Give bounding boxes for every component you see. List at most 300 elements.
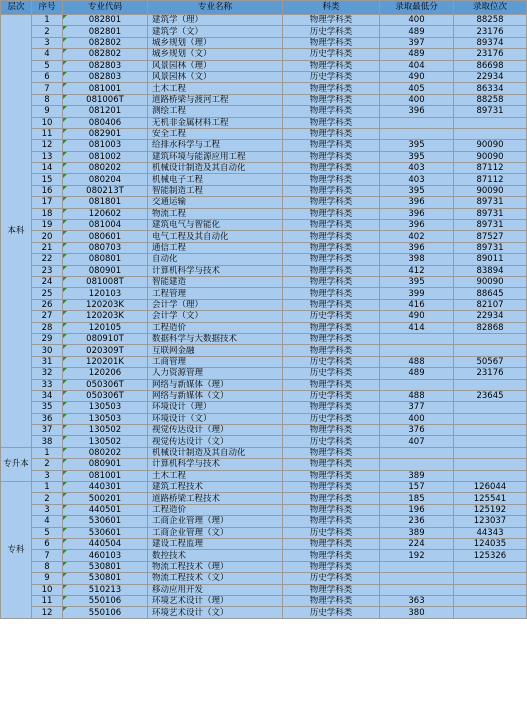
cell-index[interactable]: 2 <box>32 493 63 504</box>
cell-major-code[interactable]: 120105 <box>63 322 148 333</box>
cell-min-rank[interactable]: 88645 <box>454 288 527 299</box>
cell-min-rank[interactable] <box>454 128 527 139</box>
cell-subject-type[interactable]: 物理学科类 <box>283 425 380 436</box>
cell-subject-type[interactable]: 历史学科类 <box>283 26 380 37</box>
cell-subject-type[interactable]: 物理学科类 <box>283 402 380 413</box>
cell-index[interactable]: 18 <box>32 208 63 219</box>
cell-major-name[interactable]: 工程管理 <box>148 288 283 299</box>
cell-min-score[interactable]: 416 <box>380 299 454 310</box>
cell-major-code[interactable]: 130503 <box>63 413 148 424</box>
cell-major-code[interactable]: 081001 <box>63 470 148 481</box>
cell-index[interactable]: 37 <box>32 425 63 436</box>
cell-min-score[interactable]: 157 <box>380 482 454 493</box>
header-min-rank[interactable]: 录取位次 <box>454 1 527 15</box>
cell-min-rank[interactable] <box>454 470 527 481</box>
cell-min-score[interactable]: 400 <box>380 413 454 424</box>
header-major-name[interactable]: 专业名称 <box>148 1 283 15</box>
cell-subject-type[interactable]: 物理学科类 <box>283 322 380 333</box>
cell-major-code[interactable]: 440504 <box>63 538 148 549</box>
header-subject-type[interactable]: 科类 <box>283 1 380 15</box>
cell-major-code[interactable]: 080901 <box>63 459 148 470</box>
cell-major-code[interactable]: 530801 <box>63 573 148 584</box>
cell-major-name[interactable]: 城乡规划（理） <box>148 37 283 48</box>
cell-major-code[interactable]: 020309T <box>63 345 148 356</box>
cell-major-code[interactable]: 082802 <box>63 37 148 48</box>
cell-min-rank[interactable]: 50567 <box>454 356 527 367</box>
cell-index[interactable]: 10 <box>32 584 63 595</box>
cell-subject-type[interactable]: 物理学科类 <box>283 174 380 185</box>
cell-level[interactable]: 本科 <box>1 15 32 448</box>
cell-index[interactable]: 8 <box>32 94 63 105</box>
cell-major-name[interactable]: 工商管理 <box>148 356 283 367</box>
cell-index[interactable]: 14 <box>32 163 63 174</box>
cell-major-name[interactable]: 环境设计（理） <box>148 402 283 413</box>
cell-min-rank[interactable]: 125326 <box>454 550 527 561</box>
cell-min-score[interactable] <box>380 333 454 344</box>
cell-min-score[interactable]: 376 <box>380 425 454 436</box>
cell-major-name[interactable]: 机械电子工程 <box>148 174 283 185</box>
cell-index[interactable]: 2 <box>32 459 63 470</box>
cell-major-name[interactable]: 工商企业管理（文） <box>148 527 283 538</box>
cell-major-code[interactable]: 530601 <box>63 516 148 527</box>
cell-level[interactable]: 专升本 <box>1 447 32 481</box>
cell-index[interactable]: 7 <box>32 550 63 561</box>
cell-min-rank[interactable]: 23176 <box>454 368 527 379</box>
cell-min-rank[interactable]: 90090 <box>454 151 527 162</box>
cell-major-name[interactable]: 土木工程 <box>148 83 283 94</box>
cell-subject-type[interactable]: 物理学科类 <box>283 470 380 481</box>
cell-major-code[interactable]: 081008T <box>63 276 148 287</box>
cell-min-rank[interactable] <box>454 413 527 424</box>
cell-subject-type[interactable]: 历史学科类 <box>283 311 380 322</box>
cell-index[interactable]: 38 <box>32 436 63 447</box>
cell-min-rank[interactable]: 82107 <box>454 299 527 310</box>
cell-min-rank[interactable]: 89731 <box>454 220 527 231</box>
cell-major-name[interactable]: 数控技术 <box>148 550 283 561</box>
cell-min-rank[interactable]: 23645 <box>454 390 527 401</box>
cell-subject-type[interactable]: 历史学科类 <box>283 573 380 584</box>
cell-index[interactable]: 1 <box>32 15 63 26</box>
cell-index[interactable]: 12 <box>32 607 63 618</box>
cell-major-name[interactable]: 机械设计制造及其自动化 <box>148 163 283 174</box>
cell-major-name[interactable]: 计算机科学与技术 <box>148 265 283 276</box>
cell-min-score[interactable]: 377 <box>380 402 454 413</box>
cell-major-name[interactable]: 城乡规划（文） <box>148 49 283 60</box>
cell-min-rank[interactable]: 89374 <box>454 37 527 48</box>
cell-subject-type[interactable]: 物理学科类 <box>283 15 380 26</box>
cell-min-rank[interactable] <box>454 402 527 413</box>
cell-subject-type[interactable]: 物理学科类 <box>283 163 380 174</box>
cell-subject-type[interactable]: 历史学科类 <box>283 368 380 379</box>
header-major-code[interactable]: 专业代码 <box>63 1 148 15</box>
cell-min-score[interactable]: 403 <box>380 174 454 185</box>
cell-subject-type[interactable]: 物理学科类 <box>283 482 380 493</box>
cell-subject-type[interactable]: 物理学科类 <box>283 345 380 356</box>
cell-subject-type[interactable]: 物理学科类 <box>283 447 380 458</box>
cell-index[interactable]: 3 <box>32 504 63 515</box>
cell-min-rank[interactable] <box>454 345 527 356</box>
cell-major-name[interactable]: 会计学（理） <box>148 299 283 310</box>
cell-major-name[interactable]: 互联网金融 <box>148 345 283 356</box>
cell-major-code[interactable]: 120103 <box>63 288 148 299</box>
cell-index[interactable]: 9 <box>32 106 63 117</box>
cell-major-code[interactable]: 081006T <box>63 94 148 105</box>
cell-index[interactable]: 4 <box>32 516 63 527</box>
cell-subject-type[interactable]: 物理学科类 <box>283 254 380 265</box>
cell-major-name[interactable]: 道路桥梁工程技术 <box>148 493 283 504</box>
cell-index[interactable]: 7 <box>32 83 63 94</box>
cell-index[interactable]: 26 <box>32 299 63 310</box>
cell-index[interactable]: 32 <box>32 368 63 379</box>
cell-subject-type[interactable]: 历史学科类 <box>283 436 380 447</box>
cell-major-code[interactable]: 050306T <box>63 390 148 401</box>
cell-major-name[interactable]: 建设工程监理 <box>148 538 283 549</box>
cell-min-score[interactable] <box>380 379 454 390</box>
cell-min-score[interactable]: 396 <box>380 106 454 117</box>
cell-major-code[interactable]: 120201K <box>63 356 148 367</box>
cell-major-name[interactable]: 自动化 <box>148 254 283 265</box>
cell-index[interactable]: 20 <box>32 231 63 242</box>
cell-min-score[interactable]: 403 <box>380 163 454 174</box>
cell-index[interactable]: 4 <box>32 49 63 60</box>
cell-index[interactable]: 36 <box>32 413 63 424</box>
cell-index[interactable]: 1 <box>32 447 63 458</box>
cell-major-code[interactable]: 130503 <box>63 402 148 413</box>
cell-subject-type[interactable]: 历史学科类 <box>283 49 380 60</box>
cell-min-rank[interactable] <box>454 561 527 572</box>
cell-min-rank[interactable] <box>454 379 527 390</box>
cell-min-rank[interactable]: 124035 <box>454 538 527 549</box>
cell-subject-type[interactable]: 物理学科类 <box>283 185 380 196</box>
cell-subject-type[interactable]: 物理学科类 <box>283 140 380 151</box>
cell-subject-type[interactable]: 物理学科类 <box>283 504 380 515</box>
cell-min-score[interactable]: 396 <box>380 242 454 253</box>
cell-min-score[interactable] <box>380 573 454 584</box>
cell-min-score[interactable]: 236 <box>380 516 454 527</box>
cell-index[interactable]: 34 <box>32 390 63 401</box>
cell-min-rank[interactable]: 123037 <box>454 516 527 527</box>
cell-min-score[interactable]: 412 <box>380 265 454 276</box>
cell-min-rank[interactable]: 87112 <box>454 174 527 185</box>
cell-min-rank[interactable] <box>454 607 527 618</box>
cell-min-rank[interactable]: 89731 <box>454 197 527 208</box>
cell-min-rank[interactable] <box>454 436 527 447</box>
cell-major-name[interactable]: 机械设计制造及其自动化 <box>148 447 283 458</box>
cell-min-rank[interactable]: 23176 <box>454 49 527 60</box>
cell-major-name[interactable]: 网络与新媒体（理） <box>148 379 283 390</box>
cell-min-rank[interactable]: 83894 <box>454 265 527 276</box>
cell-major-name[interactable]: 给排水科学与工程 <box>148 140 283 151</box>
cell-index[interactable]: 21 <box>32 242 63 253</box>
cell-subject-type[interactable]: 物理学科类 <box>283 208 380 219</box>
cell-min-rank[interactable]: 86698 <box>454 60 527 71</box>
cell-subject-type[interactable]: 物理学科类 <box>283 538 380 549</box>
cell-level[interactable]: 专科 <box>1 482 32 619</box>
cell-index[interactable]: 3 <box>32 37 63 48</box>
cell-min-score[interactable]: 414 <box>380 322 454 333</box>
cell-major-name[interactable]: 环境艺术设计（文） <box>148 607 283 618</box>
cell-min-rank[interactable]: 90090 <box>454 185 527 196</box>
cell-major-name[interactable]: 建筑学（理） <box>148 15 283 26</box>
cell-major-name[interactable]: 工程造价 <box>148 322 283 333</box>
cell-min-score[interactable]: 396 <box>380 208 454 219</box>
cell-major-code[interactable]: 550106 <box>63 595 148 606</box>
cell-major-code[interactable]: 080910T <box>63 333 148 344</box>
cell-min-rank[interactable]: 88258 <box>454 94 527 105</box>
cell-index[interactable]: 9 <box>32 573 63 584</box>
cell-subject-type[interactable]: 物理学科类 <box>283 276 380 287</box>
cell-subject-type[interactable]: 历史学科类 <box>283 356 380 367</box>
cell-min-score[interactable]: 395 <box>380 140 454 151</box>
cell-index[interactable]: 11 <box>32 128 63 139</box>
cell-index[interactable]: 12 <box>32 140 63 151</box>
cell-index[interactable]: 22 <box>32 254 63 265</box>
cell-subject-type[interactable]: 物理学科类 <box>283 106 380 117</box>
cell-major-name[interactable]: 建筑电气与智能化 <box>148 220 283 231</box>
cell-min-rank[interactable]: 44343 <box>454 527 527 538</box>
cell-subject-type[interactable]: 物理学科类 <box>283 220 380 231</box>
cell-major-code[interactable]: 500201 <box>63 493 148 504</box>
cell-major-name[interactable]: 电气工程及其自动化 <box>148 231 283 242</box>
cell-major-code[interactable]: 082803 <box>63 60 148 71</box>
cell-min-score[interactable]: 224 <box>380 538 454 549</box>
cell-min-rank[interactable] <box>454 333 527 344</box>
cell-major-code[interactable]: 082802 <box>63 49 148 60</box>
cell-major-name[interactable]: 移动应用开发 <box>148 584 283 595</box>
cell-major-code[interactable]: 081004 <box>63 220 148 231</box>
cell-major-name[interactable]: 风景园林（理） <box>148 60 283 71</box>
cell-major-code[interactable]: 460103 <box>63 550 148 561</box>
cell-min-rank[interactable] <box>454 117 527 128</box>
cell-subject-type[interactable]: 物理学科类 <box>283 595 380 606</box>
cell-subject-type[interactable]: 物理学科类 <box>283 242 380 253</box>
cell-major-name[interactable]: 视觉传达设计（文） <box>148 436 283 447</box>
cell-major-name[interactable]: 环境艺术设计（理） <box>148 595 283 606</box>
cell-subject-type[interactable]: 物理学科类 <box>283 197 380 208</box>
cell-subject-type[interactable]: 历史学科类 <box>283 390 380 401</box>
cell-major-name[interactable]: 工程造价 <box>148 504 283 515</box>
cell-min-score[interactable] <box>380 459 454 470</box>
cell-min-score[interactable]: 185 <box>380 493 454 504</box>
cell-major-code[interactable]: 080213T <box>63 185 148 196</box>
cell-subject-type[interactable]: 物理学科类 <box>283 231 380 242</box>
cell-min-rank[interactable]: 89731 <box>454 242 527 253</box>
cell-min-rank[interactable]: 90090 <box>454 140 527 151</box>
cell-major-code[interactable]: 080703 <box>63 242 148 253</box>
cell-index[interactable]: 19 <box>32 220 63 231</box>
cell-index[interactable]: 8 <box>32 561 63 572</box>
cell-min-score[interactable]: 398 <box>380 254 454 265</box>
header-min-score[interactable]: 录取最低分 <box>380 1 454 15</box>
cell-major-code[interactable]: 082801 <box>63 26 148 37</box>
cell-major-code[interactable]: 080202 <box>63 163 148 174</box>
cell-subject-type[interactable]: 物理学科类 <box>283 516 380 527</box>
cell-min-score[interactable]: 196 <box>380 504 454 515</box>
cell-min-score[interactable]: 405 <box>380 83 454 94</box>
cell-subject-type[interactable]: 物理学科类 <box>283 151 380 162</box>
cell-major-name[interactable]: 计算机科学与技术 <box>148 459 283 470</box>
cell-min-score[interactable]: 490 <box>380 71 454 82</box>
cell-min-score[interactable]: 488 <box>380 356 454 367</box>
cell-min-score[interactable]: 407 <box>380 436 454 447</box>
cell-major-code[interactable]: 080406 <box>63 117 148 128</box>
cell-index[interactable]: 31 <box>32 356 63 367</box>
cell-major-name[interactable]: 会计学（文） <box>148 311 283 322</box>
cell-major-code[interactable]: 080601 <box>63 231 148 242</box>
cell-index[interactable]: 33 <box>32 379 63 390</box>
cell-subject-type[interactable]: 历史学科类 <box>283 413 380 424</box>
cell-index[interactable]: 1 <box>32 482 63 493</box>
cell-major-code[interactable]: 120203K <box>63 299 148 310</box>
cell-subject-type[interactable]: 物理学科类 <box>283 288 380 299</box>
cell-subject-type[interactable]: 物理学科类 <box>283 128 380 139</box>
cell-major-name[interactable]: 建筑学（文） <box>148 26 283 37</box>
cell-min-rank[interactable]: 23176 <box>454 26 527 37</box>
cell-major-name[interactable]: 无机非金属材料工程 <box>148 117 283 128</box>
cell-subject-type[interactable]: 物理学科类 <box>283 117 380 128</box>
cell-min-rank[interactable]: 87527 <box>454 231 527 242</box>
cell-min-score[interactable]: 396 <box>380 220 454 231</box>
cell-min-rank[interactable] <box>454 425 527 436</box>
cell-index[interactable]: 27 <box>32 311 63 322</box>
cell-min-score[interactable] <box>380 584 454 595</box>
cell-major-name[interactable]: 环境设计（文） <box>148 413 283 424</box>
cell-major-name[interactable]: 安全工程 <box>148 128 283 139</box>
header-index[interactable]: 序号 <box>32 1 63 15</box>
cell-index[interactable]: 29 <box>32 333 63 344</box>
cell-major-name[interactable]: 建筑工程技术 <box>148 482 283 493</box>
cell-major-code[interactable]: 082803 <box>63 71 148 82</box>
cell-major-code[interactable]: 082801 <box>63 15 148 26</box>
cell-major-code[interactable]: 081001 <box>63 83 148 94</box>
cell-major-code[interactable]: 120203K <box>63 311 148 322</box>
header-level[interactable]: 层次 <box>1 1 32 15</box>
cell-major-code[interactable]: 510213 <box>63 584 148 595</box>
cell-min-rank[interactable] <box>454 595 527 606</box>
cell-major-name[interactable]: 数据科学与大数据技术 <box>148 333 283 344</box>
cell-index[interactable]: 10 <box>32 117 63 128</box>
cell-major-code[interactable]: 081002 <box>63 151 148 162</box>
cell-min-rank[interactable]: 125541 <box>454 493 527 504</box>
cell-subject-type[interactable]: 物理学科类 <box>283 584 380 595</box>
cell-index[interactable]: 23 <box>32 265 63 276</box>
cell-major-name[interactable]: 道路桥梁与渡河工程 <box>148 94 283 105</box>
cell-index[interactable]: 5 <box>32 60 63 71</box>
cell-major-code[interactable]: 050306T <box>63 379 148 390</box>
cell-min-score[interactable]: 489 <box>380 49 454 60</box>
cell-min-score[interactable]: 399 <box>380 288 454 299</box>
cell-major-code[interactable]: 081801 <box>63 197 148 208</box>
cell-min-score[interactable]: 489 <box>380 368 454 379</box>
cell-min-rank[interactable]: 90090 <box>454 276 527 287</box>
cell-major-code[interactable]: 120206 <box>63 368 148 379</box>
cell-index[interactable]: 13 <box>32 151 63 162</box>
cell-major-name[interactable]: 建筑环境与能源应用工程 <box>148 151 283 162</box>
cell-min-score[interactable]: 404 <box>380 60 454 71</box>
cell-min-rank[interactable]: 89731 <box>454 208 527 219</box>
cell-index[interactable]: 5 <box>32 527 63 538</box>
cell-index[interactable]: 6 <box>32 538 63 549</box>
cell-min-score[interactable] <box>380 561 454 572</box>
cell-min-rank[interactable] <box>454 447 527 458</box>
cell-min-rank[interactable]: 86334 <box>454 83 527 94</box>
cell-major-code[interactable]: 080204 <box>63 174 148 185</box>
cell-major-code[interactable]: 082901 <box>63 128 148 139</box>
cell-major-code[interactable]: 550106 <box>63 607 148 618</box>
cell-subject-type[interactable]: 物理学科类 <box>283 333 380 344</box>
cell-min-score[interactable]: 402 <box>380 231 454 242</box>
cell-min-score[interactable]: 395 <box>380 276 454 287</box>
cell-index[interactable]: 3 <box>32 470 63 481</box>
cell-min-score[interactable]: 488 <box>380 390 454 401</box>
cell-index[interactable]: 30 <box>32 345 63 356</box>
cell-major-name[interactable]: 测绘工程 <box>148 106 283 117</box>
cell-major-code[interactable]: 080801 <box>63 254 148 265</box>
cell-subject-type[interactable]: 物理学科类 <box>283 550 380 561</box>
cell-min-rank[interactable]: 125192 <box>454 504 527 515</box>
cell-subject-type[interactable]: 物理学科类 <box>283 83 380 94</box>
cell-subject-type[interactable]: 物理学科类 <box>283 561 380 572</box>
cell-major-name[interactable]: 人力资源管理 <box>148 368 283 379</box>
cell-min-rank[interactable]: 22934 <box>454 311 527 322</box>
cell-min-score[interactable]: 389 <box>380 470 454 481</box>
cell-min-score[interactable]: 490 <box>380 311 454 322</box>
cell-min-score[interactable]: 396 <box>380 197 454 208</box>
cell-index[interactable]: 6 <box>32 71 63 82</box>
cell-min-score[interactable] <box>380 345 454 356</box>
cell-major-name[interactable]: 视觉传达设计（理） <box>148 425 283 436</box>
cell-index[interactable]: 16 <box>32 185 63 196</box>
cell-subject-type[interactable]: 物理学科类 <box>283 265 380 276</box>
cell-index[interactable]: 35 <box>32 402 63 413</box>
cell-major-name[interactable]: 土木工程 <box>148 470 283 481</box>
cell-index[interactable]: 2 <box>32 26 63 37</box>
cell-major-code[interactable]: 120602 <box>63 208 148 219</box>
cell-major-code[interactable]: 081201 <box>63 106 148 117</box>
cell-min-rank[interactable] <box>454 573 527 584</box>
cell-min-rank[interactable]: 82868 <box>454 322 527 333</box>
cell-min-score[interactable] <box>380 447 454 458</box>
cell-index[interactable]: 25 <box>32 288 63 299</box>
cell-subject-type[interactable]: 物理学科类 <box>283 493 380 504</box>
cell-major-name[interactable]: 智能制造工程 <box>148 185 283 196</box>
cell-major-code[interactable]: 530601 <box>63 527 148 538</box>
cell-index[interactable]: 17 <box>32 197 63 208</box>
cell-major-name[interactable]: 通信工程 <box>148 242 283 253</box>
cell-major-name[interactable]: 网络与新媒体（文） <box>148 390 283 401</box>
cell-major-code[interactable]: 130502 <box>63 436 148 447</box>
cell-major-code[interactable]: 080901 <box>63 265 148 276</box>
cell-major-name[interactable]: 交通运输 <box>148 197 283 208</box>
cell-min-score[interactable]: 389 <box>380 527 454 538</box>
cell-min-rank[interactable]: 89731 <box>454 106 527 117</box>
cell-index[interactable]: 15 <box>32 174 63 185</box>
cell-min-score[interactable]: 400 <box>380 15 454 26</box>
cell-major-name[interactable]: 物流工程技术（文） <box>148 573 283 584</box>
cell-min-rank[interactable]: 87112 <box>454 163 527 174</box>
cell-min-rank[interactable]: 89011 <box>454 254 527 265</box>
cell-subject-type[interactable]: 物理学科类 <box>283 37 380 48</box>
cell-subject-type[interactable]: 物理学科类 <box>283 94 380 105</box>
cell-min-score[interactable] <box>380 117 454 128</box>
cell-min-rank[interactable]: 126044 <box>454 482 527 493</box>
cell-min-rank[interactable] <box>454 459 527 470</box>
cell-index[interactable]: 28 <box>32 322 63 333</box>
cell-min-rank[interactable] <box>454 584 527 595</box>
cell-major-code[interactable]: 080202 <box>63 447 148 458</box>
cell-major-name[interactable]: 智能建造 <box>148 276 283 287</box>
cell-major-name[interactable]: 风景园林（文） <box>148 71 283 82</box>
